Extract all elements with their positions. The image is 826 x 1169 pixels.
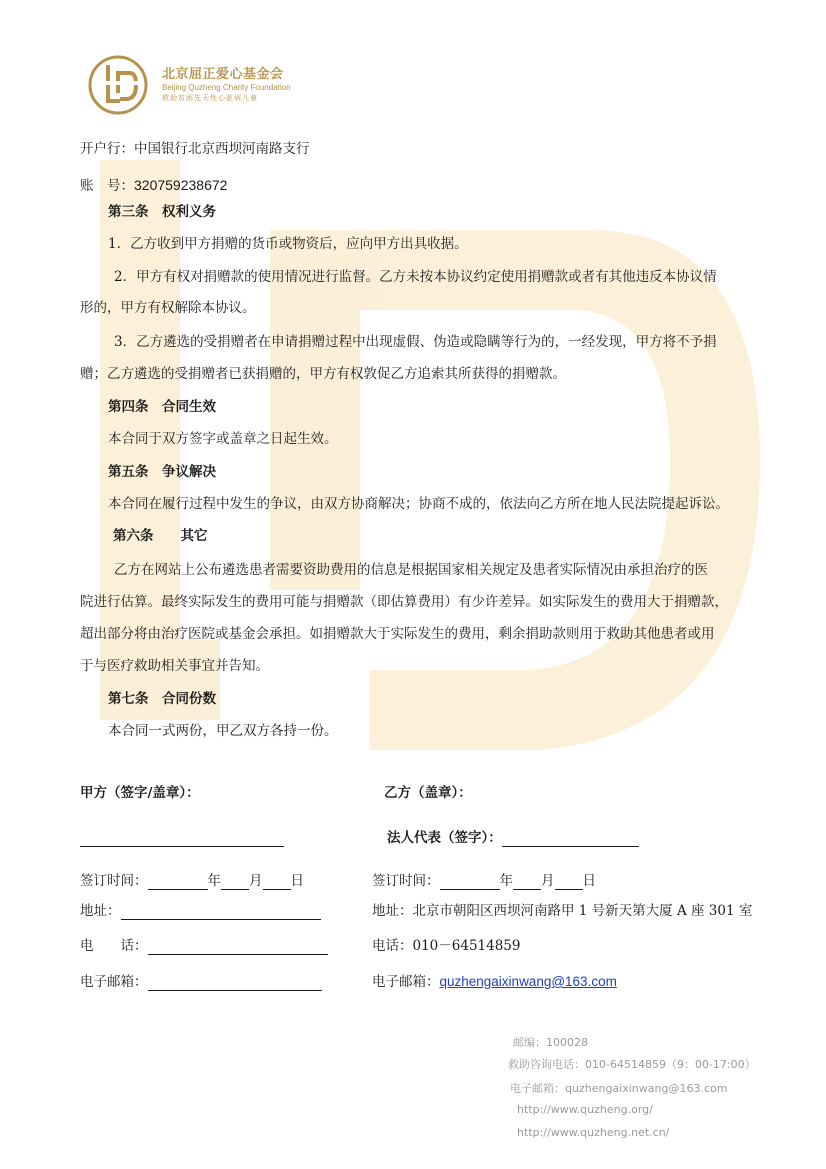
party-b-phone-value: 010－64514859: [412, 938, 521, 954]
email-label: 电子邮箱：: [80, 974, 148, 990]
foundation-logo: [88, 55, 298, 117]
party-a-address-blank[interactable]: [121, 905, 321, 920]
org-slogan: 救助贫困先天性心脏病儿童: [162, 94, 258, 102]
party-b-phone: [372, 937, 520, 955]
address-label-b: 地址：: [372, 903, 413, 919]
article-5-para: 本合同在履行过程中发生的争议，由双方协商解决；协商不成的，依法向乙方所在地人民法院提起诉讼。: [108, 496, 729, 512]
party-a-phone-blank[interactable]: [148, 940, 328, 955]
party-a-email-blank[interactable]: [148, 976, 322, 991]
day-blank[interactable]: [263, 875, 291, 890]
month-label: 月: [249, 873, 263, 889]
footer-url-org[interactable]: http://www.quzheng.org/: [517, 1103, 653, 1116]
article-3-para-2-line-2: 形的，甲方有权解除本协议。: [80, 300, 256, 316]
party-a-email: [80, 973, 322, 991]
party-b-email-link[interactable]: quzhengaixinwang@163.com: [439, 974, 617, 989]
month-label-b: 月: [541, 873, 555, 889]
party-a-address: [80, 902, 321, 920]
article-5-title: 第五条 争议解决: [108, 464, 216, 480]
day-label-b: 日: [582, 873, 596, 889]
article-6-line-1: 乙方在网站上公布遴选患者需要资助费用的信息是根据国家相关规定及患者实际情况由承担治疗的医: [114, 562, 708, 578]
legal-rep-signature-line[interactable]: [502, 832, 639, 847]
foundation-seal-icon: [88, 55, 148, 115]
phone-label: 电 话：: [80, 938, 148, 954]
account-label: 账 号：: [80, 178, 134, 194]
day-label: 日: [290, 873, 304, 889]
footer-email: 电子邮箱：quzhengaixinwang@163.com: [510, 1082, 728, 1095]
legal-rep-line: [387, 829, 639, 847]
address-label: 地址：: [80, 903, 121, 919]
party-a-phone: [80, 937, 328, 955]
party-a-sign-time: [80, 872, 304, 890]
article-7-title: 第七条 合同份数: [108, 691, 216, 707]
day-blank-b[interactable]: [555, 875, 583, 890]
article-7-para: 本合同一式两份，甲乙双方各持一份。: [108, 723, 338, 739]
article-6-line-4: 于与医疗救助相关事宜并告知。: [80, 658, 269, 674]
legal-rep-label: 法人代表（签字）：: [387, 830, 502, 846]
article-3-para-3-line-2: 赠；乙方遴选的受捐赠者已获捐赠的，甲方有权敦促乙方追索其所获得的捐赠款。: [80, 366, 566, 382]
party-b-label: 乙方（盖章）：: [384, 785, 472, 801]
article-6-title: 第六条 其它: [113, 528, 208, 544]
article-3-para-1: 1．乙方收到甲方捐赠的货币或物资后，应向甲方出具收据。: [108, 236, 468, 252]
sign-time-label-b: 签订时间：: [372, 873, 440, 889]
article-6-line-2: 院进行估算。最终实际发生的费用可能与捐赠款（即估算费用）有少许差异。如实际发生的费用大于捐赠款，: [80, 594, 728, 610]
account-line: [80, 176, 227, 195]
article-3-para-2-line-1: 2．甲方有权对捐赠款的使用情况进行监督。乙方未按本协议约定使用捐赠款或者有其他违反本协议情: [114, 269, 717, 285]
sign-time-label: 签订时间：: [80, 873, 148, 889]
email-label-b: 电子邮箱：: [372, 974, 440, 990]
party-a-label: 甲方（签字/盖章）：: [80, 785, 200, 801]
article-4-title: 第四条 合同生效: [108, 399, 216, 415]
org-name-cn: 北京屈正爱心基金会: [162, 67, 284, 82]
article-6-line-3: 超出部分将由治疗医院或基金会承担。如捐赠款大于实际发生的费用，剩余捐助款则用于救助其他患者或用: [80, 626, 715, 642]
month-blank[interactable]: [221, 875, 249, 890]
footer-hotline: 救助咨询电话：010-64514859（9：00-17:00）: [508, 1058, 756, 1071]
year-label: 年: [207, 873, 221, 889]
year-blank-b[interactable]: [440, 875, 500, 890]
year-label-b: 年: [499, 873, 513, 889]
party-a-signature-line[interactable]: [80, 846, 284, 847]
article-3-title: 第三条 权利义务: [108, 204, 216, 220]
bank-line: 开户行：中国银行北京西坝河南路支行: [80, 141, 310, 157]
party-b-sign-time: [372, 872, 596, 890]
month-blank-b[interactable]: [513, 875, 541, 890]
footer-postcode: 邮编：100028: [513, 1036, 588, 1049]
article-3-para-3-line-1: 3．乙方遴选的受捐赠者在申请捐赠过程中出现虚假、伪造或隐瞒等行为的，一经发现，甲方将不予捐: [114, 334, 717, 350]
org-name-en: Beijing Quzheng Charity Foundation: [162, 83, 291, 92]
party-b-address: [372, 902, 752, 920]
party-b-email: [372, 973, 617, 991]
phone-label-b: 电话：: [372, 938, 413, 954]
footer-url-net[interactable]: http://www.quzheng.net.cn/: [517, 1126, 670, 1139]
account-number: 320759238672: [134, 177, 228, 193]
article-4-para: 本合同于双方签字或盖章之日起生效。: [108, 431, 338, 447]
party-b-address-value: 北京市朝阳区西坝河南路甲 1 号新天第大厦 A 座 301 室: [412, 903, 753, 919]
year-blank[interactable]: [148, 875, 208, 890]
